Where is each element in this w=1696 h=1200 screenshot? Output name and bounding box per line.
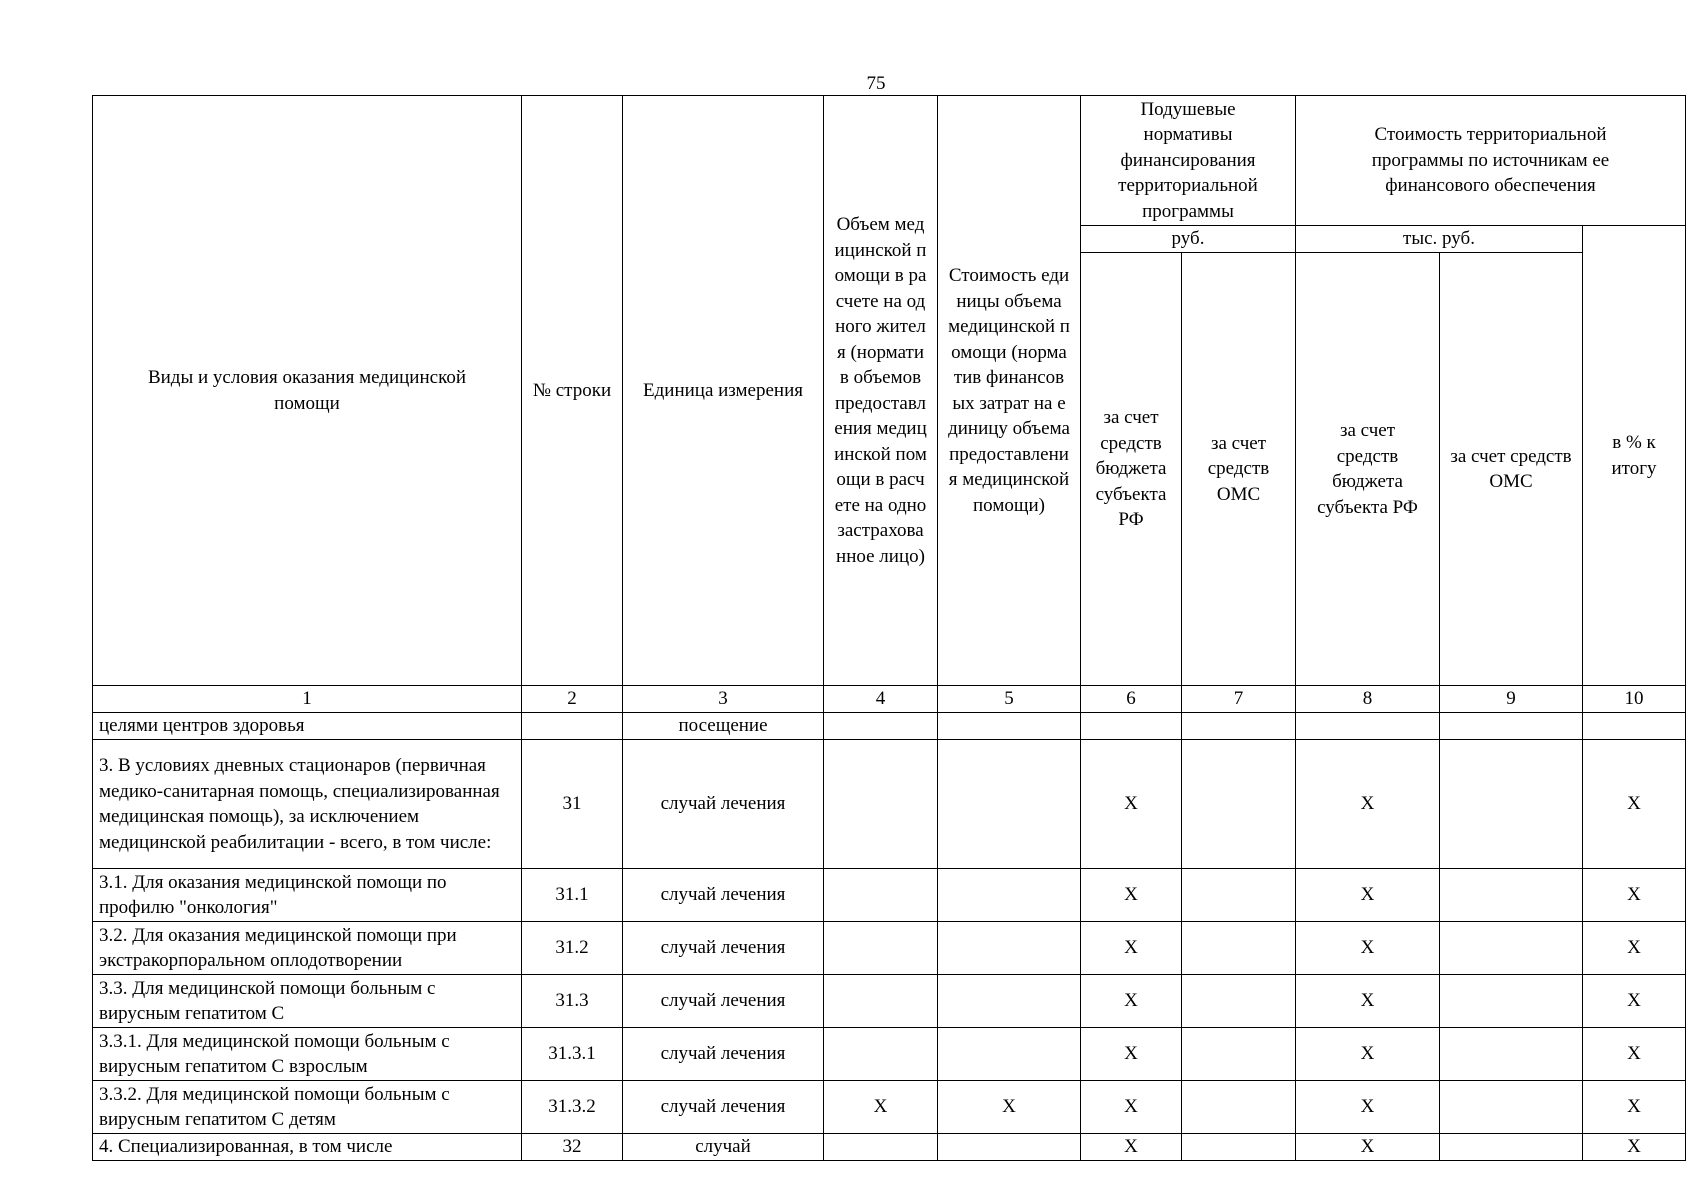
table-row [93,713,1686,740]
row-unit-cost: X [938,1081,1081,1134]
column-number: 4 [824,686,938,713]
row-cost-budget: X [1296,1134,1440,1161]
row-unit: случай лечения [623,869,824,922]
row-line-number [522,713,623,740]
row-line-number: 31.1 [522,869,623,922]
row-percent: X [1583,740,1686,869]
row-percent: X [1583,1134,1686,1161]
column-number: 5 [938,686,1081,713]
row-percent [1583,713,1686,740]
row-unit-cost [938,975,1081,1028]
row-unit: случай [623,1134,824,1161]
row-description: целями центров здоровья [93,713,522,740]
row-cost-oms [1440,740,1583,869]
row-volume [824,1134,938,1161]
column-number: 3 [623,686,824,713]
row-unit-cost [938,713,1081,740]
row-percent: X [1583,1028,1686,1081]
row-per-capita-budget: X [1081,922,1182,975]
header-cost-oms: за счет средств ОМС [1440,253,1583,686]
row-line-number: 31.3 [522,975,623,1028]
table-row [93,975,1686,1028]
row-cost-budget: X [1296,740,1440,869]
row-per-capita-budget: X [1081,1081,1182,1134]
row-percent: X [1583,922,1686,975]
row-per-capita-oms [1182,713,1296,740]
table-row [93,869,1686,922]
row-cost-budget: X [1296,869,1440,922]
row-unit-cost [938,1134,1081,1161]
row-percent: X [1583,869,1686,922]
row-per-capita-budget: X [1081,1134,1182,1161]
row-per-capita-oms [1182,1081,1296,1134]
row-per-capita-oms [1182,975,1296,1028]
row-cost-oms [1440,922,1583,975]
row-per-capita-oms [1182,740,1296,869]
row-per-capita-oms [1182,922,1296,975]
row-volume [824,1028,938,1081]
row-description: 3.3. Для медицинской помощи больным с вирусным гепатитом С [93,975,522,1028]
row-volume [824,713,938,740]
row-unit: случай лечения [623,1081,824,1134]
financing-table [92,95,1686,1161]
header-unit-rub: руб. [1081,226,1296,253]
row-per-capita-budget: X [1081,869,1182,922]
row-description: 3.1. Для оказания медицинской помощи по профилю "онкология" [93,869,522,922]
header-per-capita-oms: за счет средств ОМС [1182,253,1296,686]
row-cost-oms [1440,1134,1583,1161]
row-cost-oms [1440,869,1583,922]
header-unit-thousand-rub: тыс. руб. [1296,226,1583,253]
header-cost-budget: за счет средств бюджета субъекта РФ [1296,253,1440,686]
row-unit-cost [938,869,1081,922]
row-description: 3.3.1. Для медицинской помощи больным с вирусным гепатитом С взрослым [93,1028,522,1081]
row-cost-oms [1440,713,1583,740]
header-per-capita-group: Подушевые нормативы финансирования территориальной программы [1081,96,1296,226]
header-line-number: № строки [522,96,623,686]
table-row [93,1134,1686,1161]
row-per-capita-oms [1182,1134,1296,1161]
row-percent: X [1583,975,1686,1028]
column-number: 7 [1182,686,1296,713]
header-service-type: Виды и условия оказания медицинской помощи [93,96,522,686]
row-unit: случай лечения [623,1028,824,1081]
row-line-number: 32 [522,1134,623,1161]
row-unit: посещение [623,713,824,740]
row-unit: случай лечения [623,740,824,869]
row-description: 4. Специализированная, в том числе [93,1134,522,1161]
column-number: 2 [522,686,623,713]
column-number: 8 [1296,686,1440,713]
row-unit: случай лечения [623,922,824,975]
table-row [93,740,1686,869]
row-cost-budget: X [1296,975,1440,1028]
row-per-capita-oms [1182,1028,1296,1081]
header-cost-group: Стоимость территориальной программы по источникам ее финансового обеспечения [1296,96,1686,226]
header-unit: Единица измерения [623,96,824,686]
row-volume: X [824,1081,938,1134]
header-volume: Объем медицинской помощи в расчете на одного жителя (норматив объемов предоставления медицинской помощи в расчете на одно застрахованное лицо) [824,96,938,686]
row-percent: X [1583,1081,1686,1134]
column-number: 1 [93,686,522,713]
column-number: 6 [1081,686,1182,713]
row-unit: случай лечения [623,975,824,1028]
row-unit-cost [938,1028,1081,1081]
table-row [93,1081,1686,1134]
row-volume [824,740,938,869]
row-line-number: 31.3.2 [522,1081,623,1134]
row-per-capita-budget [1081,713,1182,740]
row-cost-budget: X [1296,1028,1440,1081]
row-cost-budget: X [1296,922,1440,975]
table-row [93,922,1686,975]
row-unit-cost [938,740,1081,869]
header-percent-of-total: в % к итогу [1583,226,1686,686]
row-volume [824,922,938,975]
row-cost-oms [1440,1081,1583,1134]
row-cost-budget [1296,713,1440,740]
row-description: 3.2. Для оказания медицинской помощи при экстракорпоральном оплодотворении [93,922,522,975]
row-cost-oms [1440,975,1583,1028]
column-number: 10 [1583,686,1686,713]
row-line-number: 31.2 [522,922,623,975]
table-row [93,1028,1686,1081]
header-per-capita-budget: за счет средств бюджета субъекта РФ [1081,253,1182,686]
row-cost-budget: X [1296,1081,1440,1134]
row-description: 3. В условиях дневных стационаров (первичная медико-санитарная помощь, специализированная медицинская помощь), за исключением медицинской реабилитации - всего, в том числе: [93,740,522,869]
row-description: 3.3.2. Для медицинской помощи больным с вирусным гепатитом С детям [93,1081,522,1134]
row-unit-cost [938,922,1081,975]
row-volume [824,869,938,922]
page-number: 75 [866,73,886,94]
row-cost-oms [1440,1028,1583,1081]
row-per-capita-oms [1182,869,1296,922]
column-number: 9 [1440,686,1583,713]
row-line-number: 31 [522,740,623,869]
header-unit-cost: Стоимость единицы объема медицинской помощи (норматив финансовых затрат на единицу объема предоставления медицинской помощи) [938,96,1081,686]
row-per-capita-budget: X [1081,740,1182,869]
row-per-capita-budget: X [1081,1028,1182,1081]
row-volume [824,975,938,1028]
column-number-row [93,686,1686,713]
row-per-capita-budget: X [1081,975,1182,1028]
row-line-number: 31.3.1 [522,1028,623,1081]
